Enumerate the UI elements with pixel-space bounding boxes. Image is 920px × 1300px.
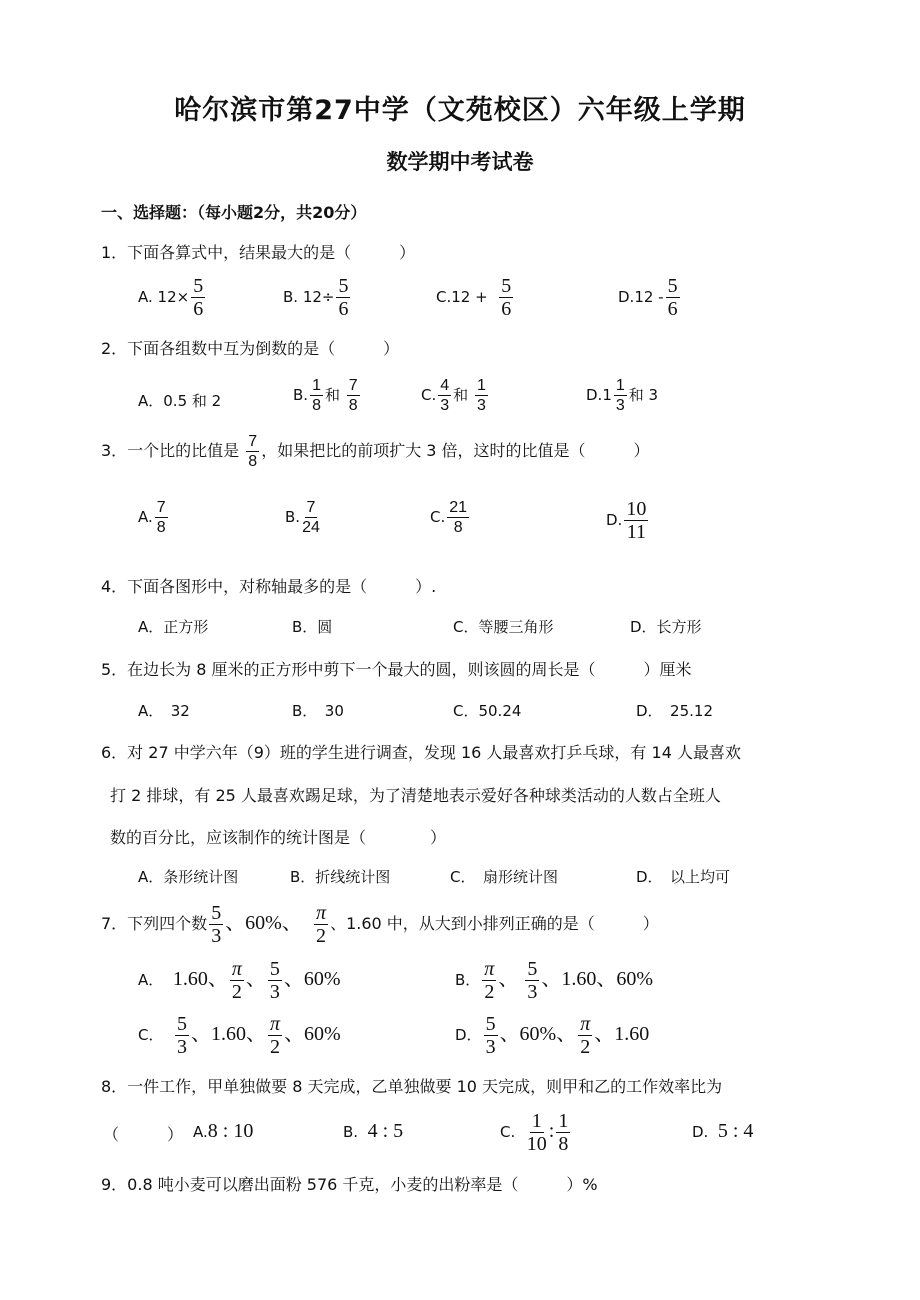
q8-answer-blank: （ ） bbox=[103, 1125, 184, 1144]
q4-option-c: C．等腰三角形 bbox=[453, 618, 554, 636]
question-6-stem-line-1: 6．对 27 中学六年（9）班的学生进行调查，发现 16 人最喜欢打乒乓球，有 14 人最喜欢 bbox=[101, 743, 741, 762]
q1-option-d: D.12 - $\frac{5}{6}$ bbox=[618, 275, 678, 320]
q8-option-d: D. 5 : 4 bbox=[692, 1120, 754, 1142]
q8-option-c: C. $\frac{1}{10}$ : $\frac{1}{8}$ bbox=[500, 1110, 569, 1155]
q5-option-c: C．50.24 bbox=[453, 702, 522, 720]
q1-option-a: A. 12× $\frac{5}{6}$ bbox=[138, 275, 204, 320]
q4-option-a: A．正方形 bbox=[138, 618, 209, 636]
page-title: 哈尔滨市第27中学（文苑校区）六年级上学期 bbox=[174, 95, 746, 126]
question-6-stem-line-3: 数的百分比，应该制作的统计图是（ ） bbox=[110, 828, 447, 847]
q5-option-d: D． 25.12 bbox=[636, 702, 713, 720]
q8-option-b: B. 4 : 5 bbox=[343, 1120, 404, 1142]
q6-option-b: B．折线统计图 bbox=[290, 868, 391, 886]
question-1-stem: 1．下面各算式中，结果最大的是（ ） bbox=[101, 243, 416, 262]
q7-option-b: B． $\frac{\pi}{2}$ 、 $\frac{5}{3}$ 、1.60、60% bbox=[455, 958, 653, 1003]
q1-option-c: C.12 + $\frac{5}{6}$ bbox=[436, 275, 512, 320]
question-6-stem-line-2: 打 2 排球，有 25 人最喜欢踢足球，为了清楚地表示爱好各种球类活动的人数占全班人 bbox=[110, 786, 721, 805]
q7-option-c: C． $\frac{5}{3}$ 、1.60、 $\frac{\pi}{2}$ 、60% bbox=[138, 1013, 341, 1058]
q6-option-a: A．条形统计图 bbox=[138, 868, 239, 886]
q2-option-d: D.1 $\frac{1}{3}$ 和 3 bbox=[586, 377, 659, 414]
q1-option-b: B. 12÷ $\frac{5}{6}$ bbox=[283, 275, 349, 320]
q4-option-b: B．圆 bbox=[292, 618, 333, 636]
q6-option-d: D． 以上均可 bbox=[636, 868, 731, 886]
section-heading: 一、选择题：（每小题2分，共20分） bbox=[101, 203, 367, 222]
question-3-stem: 3．一个比的比值是 $\frac{7}{8}$ ，如果把比的前项扩大 3 倍，这时的比值是（ ） bbox=[101, 433, 650, 470]
q2-option-a: A．0.5 和 2 bbox=[138, 392, 222, 410]
q3-option-c: C. $\frac{21}{8}$ bbox=[430, 499, 468, 536]
q7-option-a: A． 1.60、 $\frac{\pi}{2}$ 、 $\frac{5}{3}$ 、60% bbox=[138, 958, 341, 1003]
question-9-stem: 9．0.8 吨小麦可以磨出面粉 576 千克，小麦的出粉率是（ ）% bbox=[101, 1175, 598, 1194]
q3-option-a: A. $\frac{7}{8}$ bbox=[138, 499, 166, 536]
page-subtitle: 数学期中考试卷 bbox=[386, 150, 534, 174]
q5-option-b: B． 30 bbox=[292, 702, 344, 720]
q3-option-d: D. $\frac{10}{11}$ bbox=[606, 498, 647, 543]
q7-option-d: D． $\frac{5}{3}$ 、60%、 $\frac{\pi}{2}$ 、1.60 bbox=[455, 1013, 650, 1058]
q2-option-b: B. $\frac{1}{8}$ 和 $\frac{7}{8}$ bbox=[293, 377, 358, 414]
q4-option-d: D．长方形 bbox=[630, 618, 702, 636]
q2-option-c: C. $\frac{4}{3}$ 和 $\frac{1}{3}$ bbox=[421, 377, 486, 414]
q3-option-b: B. $\frac{7}{24}$ bbox=[285, 499, 320, 536]
q6-option-c: C． 扇形统计图 bbox=[450, 868, 558, 886]
question-8-stem: 8．一件工作，甲单独做要 8 天完成，乙单独做要 10 天完成，则甲和乙的工作效率比为 bbox=[101, 1077, 723, 1096]
q5-option-a: A． 32 bbox=[138, 702, 190, 720]
question-2-stem: 2．下面各组数中互为倒数的是（ ） bbox=[101, 339, 400, 358]
question-7-stem: 7．下列四个数 $\frac{5}{3}$ 、60%、 $\frac{\pi}{2}$ 、1.60 中，从大到小排列正确的是（ ） bbox=[101, 902, 659, 947]
question-5-stem: 5．在边长为 8 厘米的正方形中剪下一个最大的圆，则该圆的周长是（ ）厘米 bbox=[101, 660, 692, 679]
q8-option-a: A.8 : 10 bbox=[193, 1120, 254, 1142]
question-4-stem: 4．下面各图形中，对称轴最多的是（ ）. bbox=[101, 577, 437, 596]
